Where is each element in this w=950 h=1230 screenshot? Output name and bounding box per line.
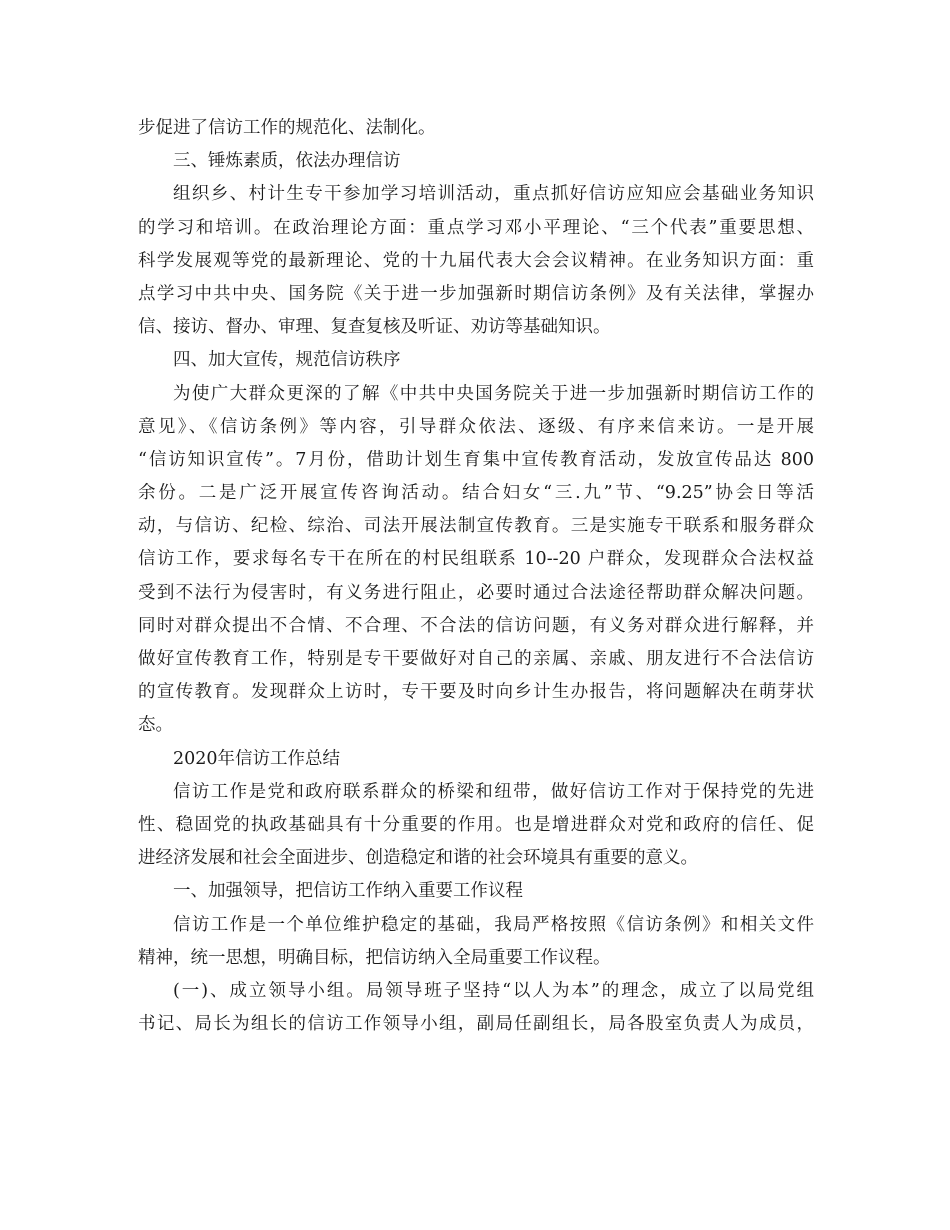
text-line: 信访工作，要求每名专干在所在的村民组联系 10--20 户群众，发现群众合法权益 [138, 549, 814, 570]
text-line: 动，与信访、纪检、综治、司法开展法制宣传教育。三是实施专干联系和服务群众 [138, 516, 814, 537]
text-line: 同时对群众提出不合情、不合理、不合法的信访问题，有义务对群众进行解释，并 [138, 615, 814, 636]
text-line: 书记、局长为组长的信访工作领导小组，副局任副组长，局各股室负责人为成员， [138, 1014, 814, 1035]
text-line: (一)、成立领导小组。局领导班子坚持“以人为本”的理念，成立了以局党组 [173, 980, 814, 1001]
text-line: 精神，统一思想，明确目标，把信访纳入全局重要工作议程。 [138, 947, 611, 968]
text-line: 为使广大群众更深的了解《中共中央国务院关于进一步加强新时期信访工作的 [173, 383, 814, 404]
text-line: 步促进了信访工作的规范化、法制化。 [138, 118, 436, 138]
text-line: 的宣传教育。发现群众上访时，专干要及时向乡计生办报告，将问题解决在萌芽状 [138, 682, 814, 703]
text-line: 受到不法行为侵害时，有义务进行阻止，必要时通过合法途径帮助群众解决问题。 [138, 582, 814, 603]
text-line: 2020年信访工作总结 [173, 748, 341, 769]
text-line: 信、接访、督办、审理、复查复核及听证、劝访等基础知识。 [138, 317, 611, 338]
text-line: 的学习和培训。在政治理论方面：重点学习邓小平理论、“三个代表”重要思想、 [138, 217, 814, 238]
text-line: 组织乡、村计生专干参加学习培训活动，重点抓好信访应知应会基础业务知识 [173, 184, 814, 205]
text-line: 意见》、《信访条例》等内容，引导群众依法、逐级、有序来信来访。一是开展 [138, 416, 814, 437]
text-line: 点学习中共中央、国务院《关于进一步加强新时期信访条例》及有关法律，掌握办 [138, 283, 814, 304]
text-line: 一、加强领导，把信访工作纳入重要工作议程 [173, 881, 523, 902]
text-line: 做好宣传教育工作，特别是专干要做好对自己的亲属、亲戚、朋友进行不合法信访 [138, 649, 814, 669]
text-line: 进经济发展和社会全面进步、创造稳定和谐的社会环境具有重要的意义。 [138, 848, 698, 869]
text-line: 四、加大宣传，规范信访秩序 [173, 350, 401, 371]
text-line: 信访工作是党和政府联系群众的桥梁和纽带，做好信访工作对于保持党的先进 [173, 781, 814, 802]
text-line: 态。 [138, 715, 173, 736]
text-line: 信访工作是一个单位维护稳定的基础，我局严格按照《信访条例》和相关文件 [173, 914, 814, 935]
text-line: 余份。二是广泛开展宣传咨询活动。结合妇女“三.九”节、“9.25”协会日等活 [138, 483, 814, 504]
text-line: “信访知识宣传”。7月份，借助计划生育集中宣传教育活动，发放宣传品达 800 [138, 449, 814, 470]
text-line: 三、锤炼素质，依法办理信访 [173, 151, 401, 172]
text-line: 科学发展观等党的最新理论、党的十九届代表大会会议精神。在业务知识方面：重 [138, 250, 814, 271]
text-line: 性、稳固党的执政基础具有十分重要的作用。也是增进群众对党和政府的信任、促 [138, 814, 814, 835]
document-page [138, 112, 814, 1041]
